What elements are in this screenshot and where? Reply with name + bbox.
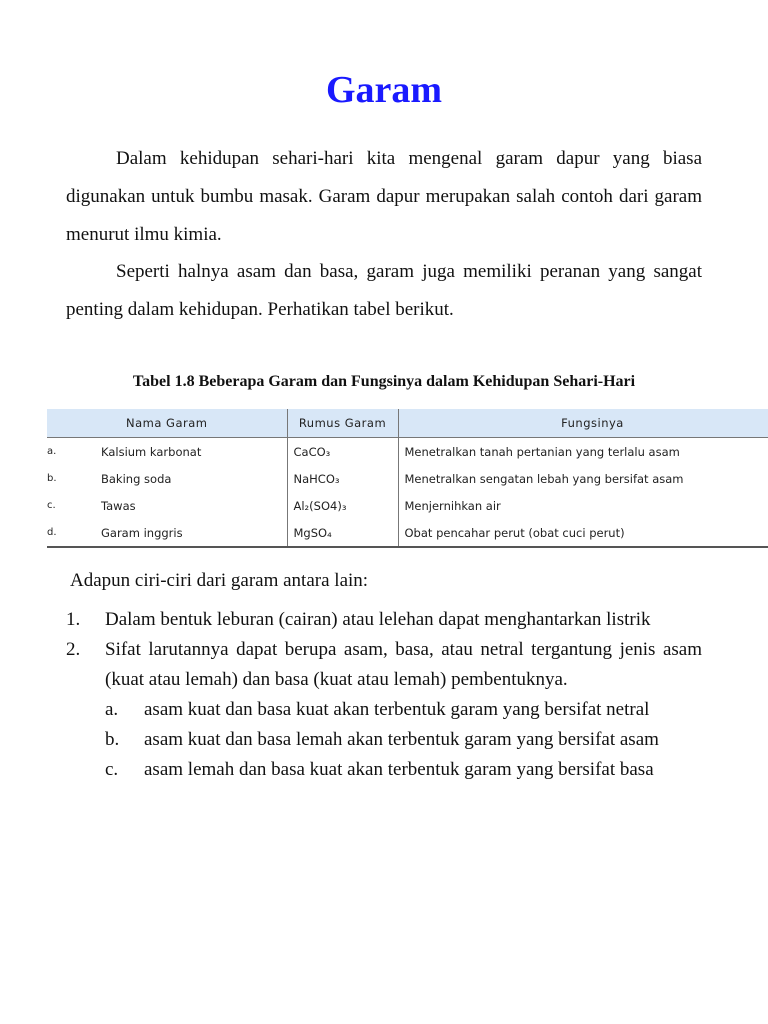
paragraph-intro: Dalam kehidupan sehari-hari kita mengenal garam dapur yang biasa digunakan untuk bumbu masak. Garam dapur merupakan salah contoh dari garam menurut ilmu kimia. bbox=[66, 148, 702, 245]
salt-formula: MgSO₄ bbox=[287, 519, 398, 547]
row-number: b. bbox=[47, 473, 57, 484]
header-name: Nama Garam bbox=[47, 409, 287, 438]
sub-letter: a. bbox=[105, 699, 119, 720]
list-item bbox=[66, 605, 702, 635]
table-row bbox=[47, 519, 768, 547]
table-row bbox=[47, 465, 768, 492]
sub-text: asam kuat dan basa lemah akan terbentuk garam yang bersifat asam bbox=[144, 729, 659, 750]
characteristics-list bbox=[66, 605, 702, 785]
salt-formula: Al₂(SO4)₃ bbox=[287, 492, 398, 519]
list-text: Dalam bentuk leburan (cairan) atau lelehan dapat menghantarkan listrik bbox=[105, 609, 651, 630]
table-header-row bbox=[47, 409, 768, 438]
row-number: c. bbox=[47, 500, 56, 511]
table-row bbox=[47, 492, 768, 519]
salt-name: Baking soda bbox=[95, 465, 287, 492]
list-number: 2. bbox=[66, 639, 81, 660]
list-text: Sifat larutannya dapat berupa asam, basa, atau netral tergantung jenis asam (kuat atau lemah) dan basa (kuat atau lemah) pembentuknya. bbox=[105, 639, 702, 690]
row-number: a. bbox=[47, 446, 57, 457]
salt-function: Menjernihkan air bbox=[398, 492, 768, 519]
table-row bbox=[47, 438, 768, 466]
salt-formula: NaHCO₃ bbox=[287, 465, 398, 492]
sub-letter: c. bbox=[105, 759, 119, 780]
salt-name: Garam inggris bbox=[95, 519, 287, 547]
header-formula: Rumus Garam bbox=[287, 409, 398, 438]
salt-function: Obat pencahar perut (obat cuci perut) bbox=[398, 519, 768, 547]
list-intro: Adapun ciri-ciri dari garam antara lain: bbox=[70, 570, 369, 591]
list-number: 1. bbox=[66, 609, 81, 630]
table-caption: Tabel 1.8 Beberapa Garam dan Fungsinya dalam Kehidupan Sehari-Hari bbox=[132, 373, 636, 390]
salt-function: Menetralkan tanah pertanian yang terlalu asam bbox=[398, 438, 768, 466]
paragraph-role: Seperti halnya asam dan basa, garam juga memiliki peranan yang sangat penting dalam kehidupan. Perhatikan tabel berikut. bbox=[66, 261, 702, 320]
list-item bbox=[66, 635, 702, 785]
salt-name: Kalsium karbonat bbox=[95, 438, 287, 466]
row-number: d. bbox=[47, 519, 95, 547]
sub-list-item bbox=[105, 725, 702, 755]
salt-formula: CaCO₃ bbox=[287, 438, 398, 466]
sub-list bbox=[105, 695, 702, 785]
header-function: Fungsinya bbox=[398, 409, 768, 438]
sub-list-item bbox=[105, 695, 702, 725]
sub-text: asam kuat dan basa kuat akan terbentuk garam yang bersifat netral bbox=[144, 699, 650, 720]
sub-letter: b. bbox=[105, 729, 120, 750]
salt-table bbox=[47, 409, 768, 548]
salt-function: Menetralkan sengatan lebah yang bersifat asam bbox=[398, 465, 768, 492]
sub-list-item bbox=[105, 755, 702, 785]
page-title: Garam bbox=[325, 69, 443, 111]
sub-text: asam lemah dan basa kuat akan terbentuk garam yang bersifat basa bbox=[144, 759, 654, 780]
salt-name: Tawas bbox=[95, 492, 287, 519]
